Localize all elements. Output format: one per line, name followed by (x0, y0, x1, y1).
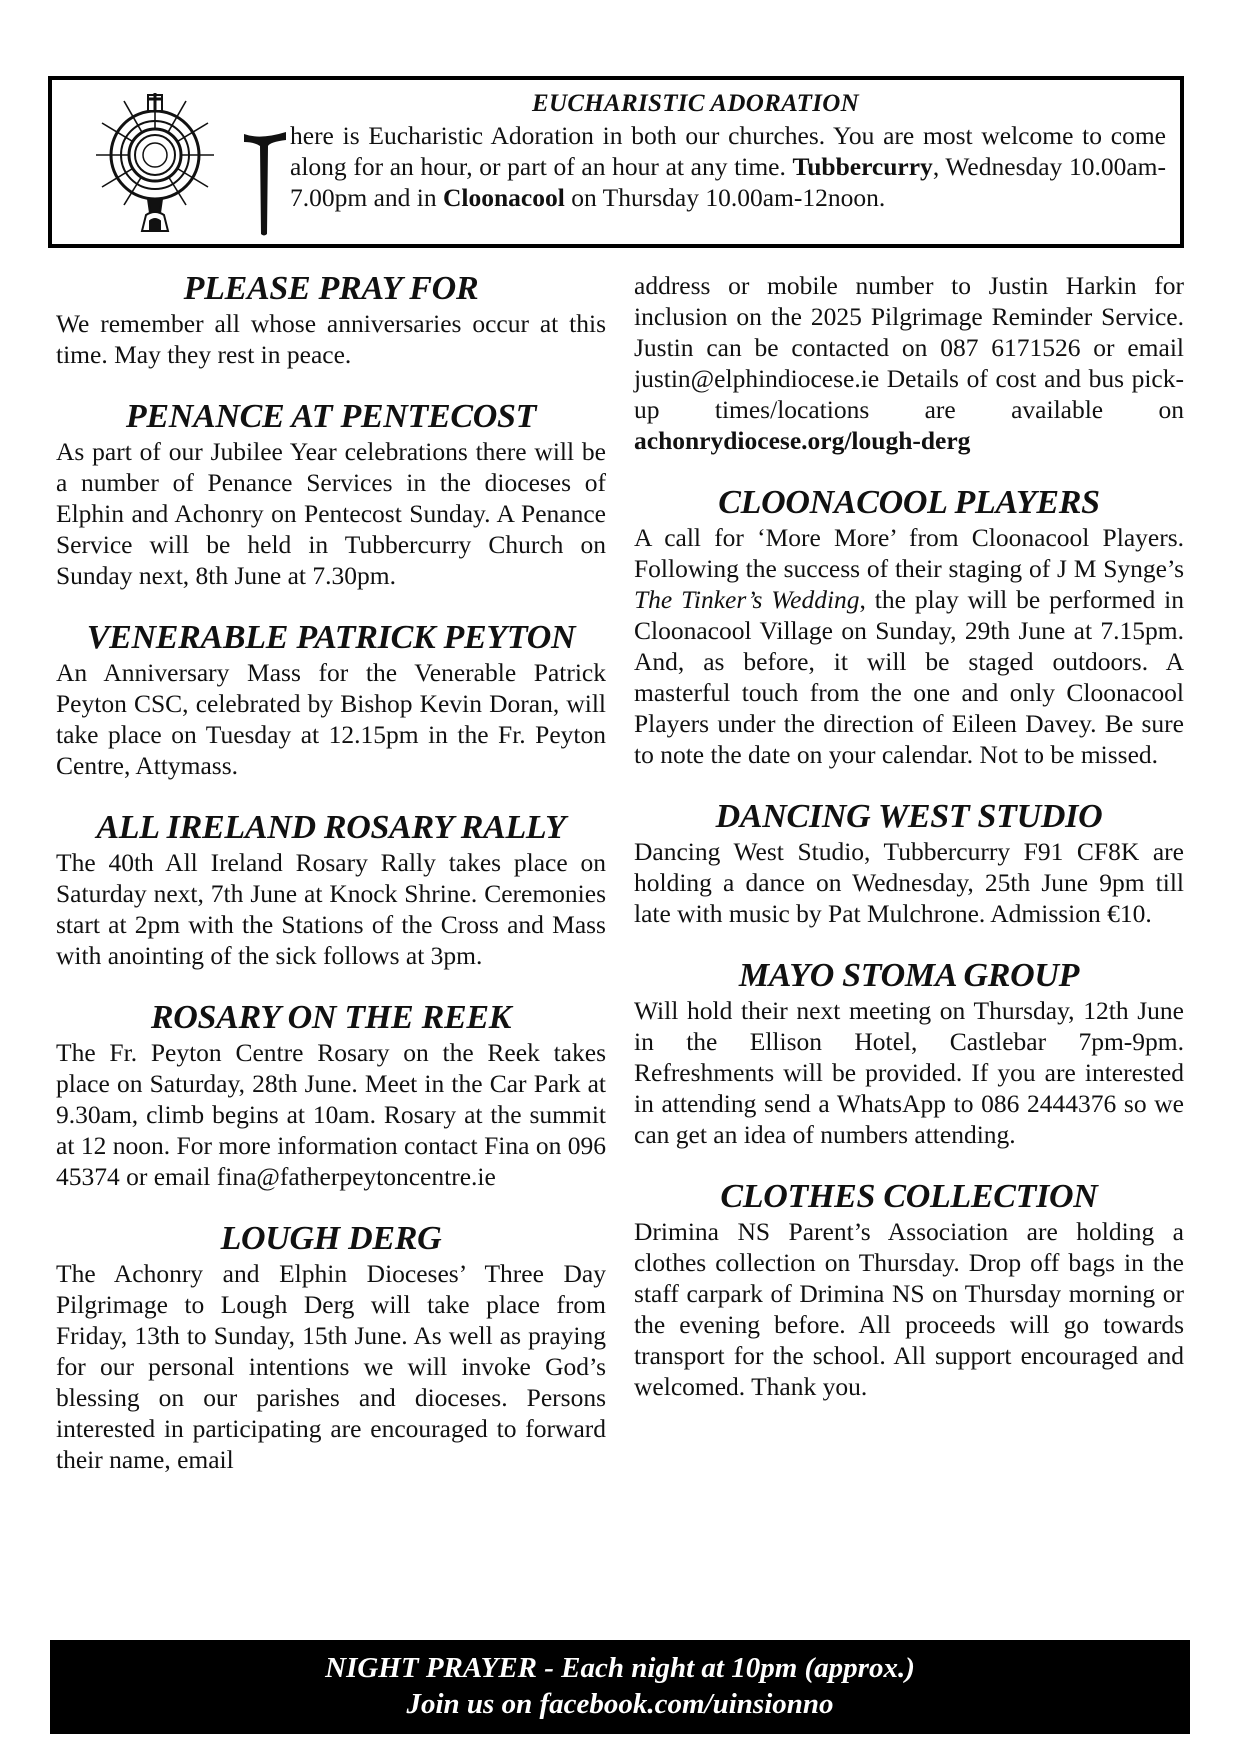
section-body: Will hold their next meeting on Thursday, 12th June in the Ellison Hotel, Castlebar 7pm-9pm. Refreshments will be provided. If you are interested in attending send a WhatsApp to 086 2444376 so we can get an idea of numbers attending. (634, 996, 1184, 1149)
right-column (634, 270, 1184, 1402)
section-title: ROSARY ON THE REEK (150, 999, 512, 1036)
section-title: PLEASE PRAY FOR (183, 270, 479, 307)
footer-line-2: Join us on facebook.com/uinsionno (406, 1688, 834, 1720)
section-title: ALL IRELAND ROSARY RALLY (96, 809, 566, 846)
section-title: MAYO STOMA GROUP (738, 957, 1080, 994)
drop-cap-t-icon (240, 118, 290, 238)
eucharistic-title: EUCHARISTIC ADORATION (532, 90, 859, 117)
section-body: The Fr. Peyton Centre Rosary on the Reek takes place on Saturday, 28th June. Meet in the Car Park at 9.30am, climb begins at 10am. Rosary at the summit at 12 noon. For more information contact Fina on 096 45374 or email fina@fatherpeytoncentre.ie (56, 1038, 606, 1191)
section-body: Dancing West Studio, Tubbercurry F91 CF8K are holding a dance on Wednesday, 25th June 9pm till late with music by Pat Mulchrone. Admission €10. (634, 837, 1184, 928)
footer-line-1: NIGHT PRAYER - Each night at 10pm (approx.) (325, 1652, 915, 1684)
section-body: Drimina NS Parent’s Association are holding a clothes collection on Thursday. Drop off bags in the staff carpark of Drimina NS on Thursday morning or the evening before. All proceeds will go towards transport for the school. All support encouraged and welcomed. Thank you. (634, 1217, 1184, 1401)
section-title: CLOTHES COLLECTION (720, 1178, 1098, 1215)
section-title: PENANCE AT PENTECOST (125, 398, 537, 435)
section-players (634, 484, 1184, 770)
night-prayer-banner (50, 1640, 1190, 1734)
section-body: address or mobile number to Justin Harkin for inclusion on the 2025 Pilgrimage Reminder Service. Justin can be contacted on 087 6171526 or email justin@elphindiocese.ie Details of cost and bus pick-up times/locations are available on achonrydiocese.org/lough-derg (634, 271, 1184, 455)
section-stoma (634, 957, 1184, 1150)
section-title: CLOONACOOL PLAYERS (718, 484, 1100, 521)
section-body: An Anniversary Mass for the Venerable Patrick Peyton CSC, celebrated by Bishop Kevin Doran, will take place on Tuesday at 12.15pm in the Fr. Peyton Centre, Attymass. (56, 658, 606, 780)
section-body: We remember all whose anniversaries occur at this time. May they rest in peace. (56, 309, 606, 369)
eucharistic-text: here is Eucharistic Adoration in both our churches. You are most welcome to come along for an hour, or part of an hour at any time. Tubbercurry, Wednesday 10.00am-7.00pm and in Cloonacool on Thursday 10.00am-12noon. (290, 121, 1167, 212)
section-title: VENERABLE PATRICK PEYTON (86, 619, 576, 656)
monstrance-icon (90, 93, 220, 235)
section-lough-derg-continued (634, 270, 1184, 456)
eucharistic-adoration-box (48, 76, 1184, 248)
section-peyton (56, 619, 606, 781)
section-title: LOUGH DERG (220, 1220, 442, 1257)
section-clothes (634, 1178, 1184, 1402)
left-column (56, 270, 606, 1475)
section-reek (56, 999, 606, 1192)
section-lough-derg (56, 1220, 606, 1475)
section-body: As part of our Jubilee Year celebrations there will be a number of Penance Services in the dioceses of Elphin and Achonry on Pentecost Sunday. A Penance Service will be held in Tubbercurry Church on Sunday next, 8th June at 7.30pm. (56, 437, 606, 590)
section-dancing (634, 798, 1184, 929)
section-penance (56, 398, 606, 591)
section-body: The Achonry and Elphin Dioceses’ Three Day Pilgrimage to Lough Derg will take place from Friday, 13th to Sunday, 15th June. As well as praying for our personal intentions we will invoke God’s blessing on our parishes and dioceses. Persons interested in participating are encouraged to forward their name, email (56, 1259, 606, 1474)
section-pray-for (56, 270, 606, 370)
section-rosary-rally (56, 809, 606, 971)
section-body: A call for ‘More More’ from Cloonacool Players. Following the success of their staging of J M Synge’s The Tinker’s Wedding, the play will be performed in Cloonacool Village on Sunday, 29th June at 7.15pm. And, as before, it will be staged outdoors. A masterful touch from the one and only Cloonacool Players under the direction of Eileen Davey. Be sure to note the date on your calendar. Not to be missed. (634, 523, 1184, 769)
section-body: The 40th All Ireland Rosary Rally takes place on Saturday next, 7th June at Knock Shrine. Ceremonies start at 2pm with the Stations of the Cross and Mass with anointing of the sick follows at 3pm. (56, 848, 606, 970)
section-title: DANCING WEST STUDIO (715, 798, 1103, 835)
